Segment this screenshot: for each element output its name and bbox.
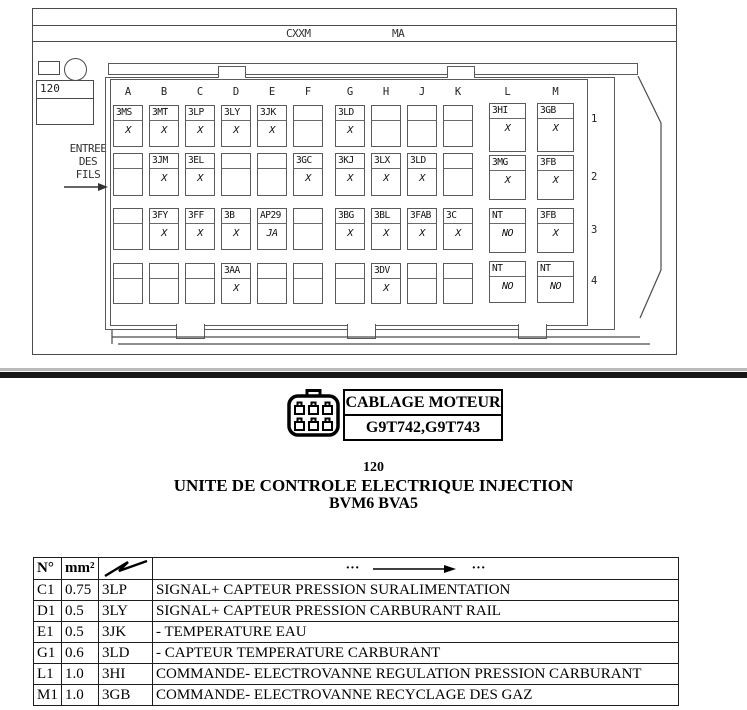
housing-top-notch <box>218 66 246 78</box>
component-ref-box <box>36 80 94 125</box>
pin-cell-label <box>408 264 436 279</box>
pin-cell-value: X <box>347 228 353 239</box>
pin-cell-F1 <box>293 105 323 147</box>
pin-cell-value <box>258 279 286 283</box>
pin-cell-label <box>444 106 472 121</box>
pin-cell-value <box>114 279 142 283</box>
pin-cell-H1 <box>371 105 401 147</box>
pin-cell-H2 <box>371 153 401 196</box>
wire-entry-line2: DES <box>78 155 98 168</box>
title-main: UNITE DE CONTROLE ELECTRIQUE INJECTION <box>173 476 574 495</box>
dots-right: ··· <box>471 560 486 576</box>
pin-cell-J1 <box>407 105 437 147</box>
pin-cell-B3 <box>149 208 179 250</box>
cell-wire: 3LP <box>99 580 153 601</box>
component-ref-label: 120 <box>37 81 93 99</box>
pin-cell-value: X <box>419 173 425 184</box>
title-block <box>0 459 747 513</box>
section-divider <box>0 368 747 378</box>
pin-cell-label: 3LD <box>336 106 364 121</box>
pin-cell-value: X <box>347 125 353 136</box>
cell-size: 0.75 <box>62 580 99 601</box>
title-ref: 120 <box>363 460 384 475</box>
housing-bottom-tab <box>347 324 376 339</box>
pin-cell-J3 <box>407 208 437 250</box>
pin-cell-label <box>294 209 322 224</box>
pin-cell-B2 <box>149 153 179 196</box>
cell-pin: M1 <box>34 685 62 706</box>
cell-desc: - CAPTEUR TEMPERATURE CARBURANT <box>153 643 679 664</box>
column-letter-A: A <box>124 86 132 98</box>
pin-cell-value <box>444 279 472 283</box>
pin-cell-F3 <box>293 208 323 250</box>
pin-cell-D3 <box>221 208 251 250</box>
housing-top-bar <box>108 63 638 75</box>
pin-cell-label: NT <box>490 209 525 224</box>
pin-cell-M1 <box>537 103 574 152</box>
pin-cell-value: NO <box>501 228 514 239</box>
cell-wire: 3JK <box>99 622 153 643</box>
row-number-3: 3 <box>591 224 598 236</box>
row-number-1: 1 <box>591 113 598 125</box>
pin-cell-D4 <box>221 263 251 304</box>
cell-size: 0.5 <box>62 601 99 622</box>
pin-cell-value: NO <box>549 281 562 292</box>
pin-cell-label <box>336 264 364 279</box>
pin-cell-value: X <box>552 175 559 186</box>
pin-cell-F4 <box>293 263 323 304</box>
pin-cell-K3 <box>443 208 473 250</box>
pin-cell-label: 3LP <box>186 106 214 121</box>
table-header-row <box>34 558 679 580</box>
housing-top-notch <box>447 66 475 78</box>
pin-cell-label: NT <box>490 262 525 277</box>
wire-zigzag-icon <box>102 559 150 579</box>
pin-cell-G3 <box>335 208 365 250</box>
pin-cell-label: 3BG <box>336 209 364 224</box>
pin-cell-label: 3EL <box>186 154 214 169</box>
pin-cell-value: X <box>233 125 239 136</box>
wire-entry-line3: FILS <box>75 168 101 181</box>
cell-pin: E1 <box>34 622 62 643</box>
cell-desc: SIGNAL+ CAPTEUR PRESSION CARBURANT RAIL <box>153 601 679 622</box>
pin-cell-C4 <box>185 263 215 304</box>
column-letter-E: E <box>268 86 276 98</box>
pin-cell-G1 <box>335 105 365 147</box>
pin-cell-value: X <box>383 173 389 184</box>
pin-cell-L2 <box>489 155 526 200</box>
pin-cell-label <box>186 264 214 279</box>
cell-pin: C1 <box>34 580 62 601</box>
pin-cell-value <box>444 169 472 173</box>
pin-cell-H4 <box>371 263 401 304</box>
pin-cell-value: X <box>347 173 353 184</box>
pin-cell-value: X <box>305 173 311 184</box>
pin-cell-value <box>222 169 250 173</box>
pin-cell-label <box>294 106 322 121</box>
pin-cell-label <box>444 264 472 279</box>
column-letter-H: H <box>382 86 390 98</box>
pin-cell-A3 <box>113 208 143 250</box>
pin-cell-B4 <box>149 263 179 304</box>
pin-cell-label: NT <box>538 262 573 277</box>
pin-cell-value <box>150 279 178 283</box>
table-row <box>34 601 679 622</box>
pin-cell-C3 <box>185 208 215 250</box>
pin-cell-label: 3B <box>222 209 250 224</box>
pin-cell-label: AP29 <box>258 209 286 224</box>
cell-desc: - TEMPERATURE EAU <box>153 622 679 643</box>
housing-bottom-tab <box>518 324 547 339</box>
pin-cell-label: 3BL <box>372 209 400 224</box>
column-letter-K: K <box>454 86 462 98</box>
pin-cell-K1 <box>443 105 473 147</box>
pin-cell-label <box>114 154 142 169</box>
pin-cell-L1 <box>489 103 526 152</box>
pin-cell-value: X <box>197 173 203 184</box>
pin-cell-label: 3LY <box>222 106 250 121</box>
pin-cell-label <box>114 264 142 279</box>
pin-cell-label: 3JM <box>150 154 178 169</box>
pin-cell-label: 3AA <box>222 264 250 279</box>
pin-cell-value: X <box>269 125 275 136</box>
connector-6pin-icon <box>286 389 341 439</box>
cell-size: 1.0 <box>62 685 99 706</box>
cell-size: 1.0 <box>62 664 99 685</box>
pin-cell-L4 <box>489 261 526 303</box>
pin-cell-value: JA <box>266 228 278 239</box>
pin-cell-label: 3LD <box>408 154 436 169</box>
table-row <box>34 580 679 601</box>
table-row <box>34 664 679 685</box>
cell-desc: COMMANDE- ELECTROVANNE REGULATION PRESSION CARBURANT <box>153 664 679 685</box>
pin-cell-label: 3HI <box>490 104 525 119</box>
pin-cell-value: X <box>552 228 559 239</box>
row-number-4: 4 <box>591 275 598 287</box>
pin-cell-label: 3GC <box>294 154 322 169</box>
pin-cell-A2 <box>113 153 143 196</box>
table-row <box>34 685 679 706</box>
pin-cell-label: 3MT <box>150 106 178 121</box>
pin-cell-E1 <box>257 105 287 147</box>
pin-cell-value <box>186 279 214 283</box>
column-letter-M: M <box>552 86 559 98</box>
pin-cell-value: X <box>161 125 167 136</box>
arrow-right-icon <box>370 563 462 575</box>
pin-cell-value: X <box>161 228 167 239</box>
pin-cell-G2 <box>335 153 365 196</box>
pin-cell-value <box>258 169 286 173</box>
band-label-ma: MA <box>392 27 405 40</box>
cell-wire: 3HI <box>99 664 153 685</box>
cell-wire: 3LD <box>99 643 153 664</box>
pin-cell-value <box>444 121 472 125</box>
pin-cell-value: X <box>161 173 167 184</box>
harness-subtitle: G9T742,G9T743 <box>343 416 503 441</box>
pin-cell-A4 <box>113 263 143 304</box>
header-size: mm² <box>62 558 99 580</box>
pin-cell-label: 3FB <box>538 209 573 224</box>
cell-size: 0.6 <box>62 643 99 664</box>
pin-cell-A1 <box>113 105 143 147</box>
pin-cell-label: 3DV <box>372 264 400 279</box>
frame-divider-line <box>32 41 677 42</box>
pin-cell-label <box>258 264 286 279</box>
pin-cell-value <box>114 224 142 228</box>
cell-pin: G1 <box>34 643 62 664</box>
wire-entry-line1: ENTREE <box>69 142 107 155</box>
pin-description-table <box>33 557 679 706</box>
pin-cell-H3 <box>371 208 401 250</box>
dots-left: ··· <box>345 560 360 576</box>
pin-cell-value: X <box>125 125 131 136</box>
pin-cell-label <box>372 106 400 121</box>
pin-cell-label: 3GB <box>538 104 573 119</box>
pin-cell-label <box>408 106 436 121</box>
pin-cell-C1 <box>185 105 215 147</box>
cell-pin: L1 <box>34 664 62 685</box>
pin-cell-value <box>294 224 322 228</box>
pin-cell-E4 <box>257 263 287 304</box>
pin-cell-value <box>294 121 322 125</box>
cell-wire: 3LY <box>99 601 153 622</box>
pin-cell-label: 3MG <box>490 156 525 171</box>
pin-cell-label <box>294 264 322 279</box>
pin-cell-label <box>258 154 286 169</box>
pin-cell-D2 <box>221 153 251 196</box>
pin-cell-value <box>408 279 436 283</box>
pin-cell-label: 3MS <box>114 106 142 121</box>
pin-cell-K2 <box>443 153 473 196</box>
column-letter-F: F <box>304 86 312 98</box>
pin-cell-value: X <box>504 175 511 186</box>
pin-cell-value <box>408 121 436 125</box>
row-number-2: 2 <box>591 171 598 183</box>
cell-pin: D1 <box>34 601 62 622</box>
pin-cell-label: 3JK <box>258 106 286 121</box>
cell-wire: 3GB <box>99 685 153 706</box>
pin-cell-label: 3LX <box>372 154 400 169</box>
harness-block <box>286 389 503 441</box>
pin-cell-value: X <box>419 228 425 239</box>
pin-cell-label <box>114 209 142 224</box>
pin-cell-label <box>150 264 178 279</box>
pin-cell-G4 <box>335 263 365 304</box>
pin-cell-E3 <box>257 208 287 250</box>
pin-cell-label: 3FF <box>186 209 214 224</box>
column-letter-L: L <box>504 86 511 98</box>
pin-cell-value <box>372 121 400 125</box>
legend-circle-symbol <box>64 58 87 81</box>
pin-cell-label <box>444 154 472 169</box>
column-letter-J: J <box>418 86 426 98</box>
pin-cell-label <box>222 154 250 169</box>
pin-cell-label: 3FAB <box>408 209 436 224</box>
pin-cell-M2 <box>537 155 574 200</box>
pin-cell-value: X <box>552 123 559 134</box>
pin-cell-value: X <box>233 228 239 239</box>
column-letter-C: C <box>196 86 204 98</box>
header-wire <box>99 558 153 580</box>
housing-bottom-tab <box>176 324 205 339</box>
pin-cell-K4 <box>443 263 473 304</box>
band-label-cxxm: CXXM <box>286 27 311 40</box>
pin-cell-value: X <box>197 228 203 239</box>
pin-cell-value: X <box>383 283 389 294</box>
column-letter-D: D <box>232 86 240 98</box>
pin-cell-F2 <box>293 153 323 196</box>
table-row <box>34 643 679 664</box>
pin-cell-value <box>294 279 322 283</box>
pin-cell-label: 3FB <box>538 156 573 171</box>
cell-size: 0.5 <box>62 622 99 643</box>
table-row <box>34 622 679 643</box>
pin-cell-D1 <box>221 105 251 147</box>
pin-cell-M3 <box>537 208 574 253</box>
pin-cell-J2 <box>407 153 437 196</box>
pin-cell-label: 3KJ <box>336 154 364 169</box>
header-pin: N° <box>34 558 62 580</box>
pin-cell-value: X <box>233 283 239 294</box>
pin-cell-value: X <box>197 125 203 136</box>
frame-divider-line <box>32 25 677 26</box>
harness-title: CABLAGE MOTEUR <box>343 389 503 416</box>
header-destination <box>153 558 679 580</box>
pin-cell-J4 <box>407 263 437 304</box>
pin-cell-C2 <box>185 153 215 196</box>
pin-cell-label: 3FY <box>150 209 178 224</box>
pin-cell-value: X <box>455 228 461 239</box>
cell-desc: SIGNAL+ CAPTEUR PRESSION SURALIMENTATION <box>153 580 679 601</box>
legend-rect-symbol <box>38 61 60 75</box>
pin-cell-L3 <box>489 208 526 253</box>
pin-cell-value: X <box>383 228 389 239</box>
pin-cell-B1 <box>149 105 179 147</box>
pin-cell-value: NO <box>501 281 514 292</box>
pin-cell-label: 3C <box>444 209 472 224</box>
column-letter-G: G <box>346 86 354 98</box>
pin-cell-value <box>114 169 142 173</box>
cell-desc: COMMANDE- ELECTROVANNE RECYCLAGE DES GAZ <box>153 685 679 706</box>
pin-cell-value: X <box>504 123 511 134</box>
title-subtitle: BVM6 BVA5 <box>328 495 419 512</box>
pin-cell-value <box>336 279 364 283</box>
pin-cell-E2 <box>257 153 287 196</box>
pin-cell-M4 <box>537 261 574 303</box>
column-letter-B: B <box>160 86 168 98</box>
